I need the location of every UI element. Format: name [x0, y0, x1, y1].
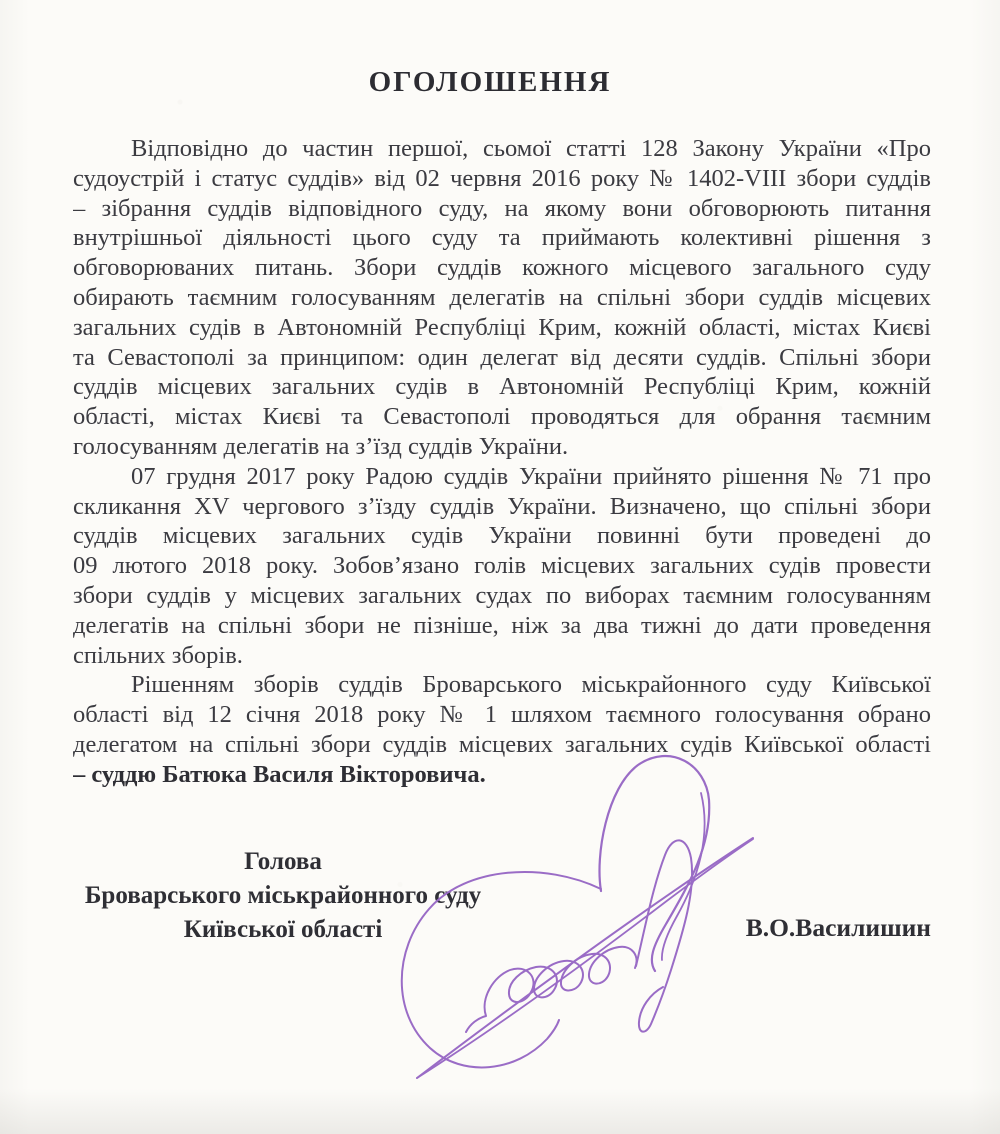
text-line: обговорюваних питань. Збори суддів кожного місцевого загального суду [73, 254, 931, 282]
signoff-name: В.О.Василишин [745, 913, 931, 942]
text-line: 09 лютого 2018 року. Зобов’язано голів місцевих загальних судів провести [73, 552, 931, 580]
text-line: скликання XV чергового з’їзду суддів України. Визначено, що спільні збори [73, 492, 931, 520]
text-line: області, містах Києві та Севастополі проводяться для обрання таємним [73, 403, 931, 431]
signoff-position-line: Голова [244, 848, 322, 875]
text-line: – зібрання суддів відповідного суду, на якому вони обговорюють питання [73, 194, 931, 222]
text-line: делегатів на спільні збори не пізніше, ніж за два тижні до дати проведення [73, 611, 931, 639]
signoff-court-line: Броварського міськрайонного суду [84, 882, 482, 909]
text-line: Відповідно до частин першої, сьомої статті 128 Закону України «Про [131, 135, 931, 162]
document-title: ОГОЛОШЕННЯ [368, 66, 612, 98]
text-line: внутрішньої діяльності цього суду та приймають колективні рішення з [73, 224, 931, 252]
text-line: 07 грудня 2017 року Радою суддів України прийнято рішення № 71 про [131, 462, 931, 490]
signoff-region-line: Київської області [183, 916, 383, 943]
text-line: обирають таємним голосуванням делегатів на спільні збори суддів місцевих [73, 283, 931, 311]
text-line: Рішенням зборів суддів Броварського міськрайонного суду Київської [131, 671, 931, 699]
text-line: та Севастополі за принципом: один делегат від десяти суддів. Спільні збори [73, 343, 931, 371]
text-line: спільних зборів. [73, 641, 243, 669]
text-line: голосуванням делегатів на з’їзд суддів України. [73, 432, 569, 460]
text-line: загальних судів в Автономній Республіці Крим, кожній області, містах Києві [73, 313, 931, 341]
handwritten-signature [380, 735, 780, 1100]
text-line: делегатом на спільні збори суддів місцевих загальних судів Київської області [73, 730, 931, 758]
text-line: – суддю Батюка Василя Вікторовича. [73, 760, 486, 788]
text-line: збори суддів у місцевих загальних судах по виборах таємним голосуванням [73, 581, 931, 609]
text-line: судоустрій і статус суддів» від 02 червня 2016 року № 1402-VIII збори суддів [73, 164, 931, 192]
document-body [73, 134, 931, 790]
text-line: суддів місцевих загальних судів в Автономній Республіці Крим, кожній [73, 373, 931, 401]
text-line: області від 12 січня 2018 року № 1 шляхом таємного голосування обрано [73, 701, 931, 729]
text-line: суддів місцевих загальних судів України повинні бути проведені до [73, 522, 931, 550]
